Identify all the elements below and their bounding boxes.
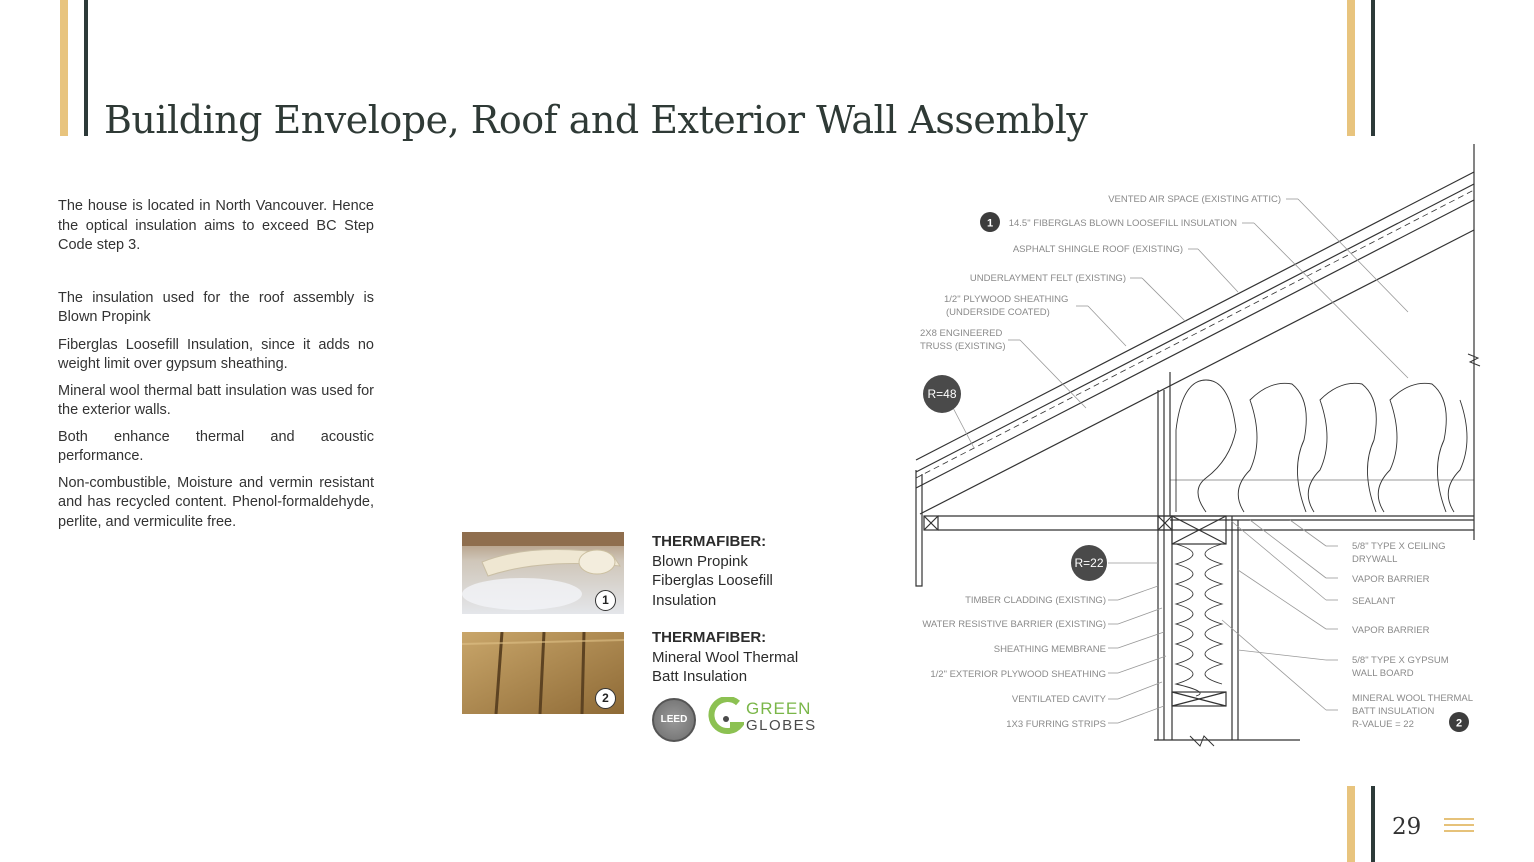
product-description-1 <box>652 532 773 610</box>
label-exterior-plywood: 1/2" EXTERIOR PLYWOOD SHEATHING <box>930 669 1106 680</box>
product-line: Batt Insulation <box>652 668 748 685</box>
product-line: Mineral Wool Thermal <box>652 648 799 666</box>
wall-r-value: R=22 <box>1074 556 1104 570</box>
page-title: Building Envelope, Roof and Exterior Wall Assembly <box>104 98 1088 142</box>
intro-paragraph: The house is located in North Vancouver. Hence the optical insulation aims to exceed BC Step Code step 3. <box>58 198 374 253</box>
roof-marker-number: 1 <box>986 217 994 230</box>
label-ventilated-cavity: VENTILATED CAVITY <box>1011 694 1106 705</box>
intro-text <box>58 197 374 539</box>
label-batt-insulation: BATT INSULATION <box>1352 706 1435 717</box>
intro-paragraph: The insulation used for the roof assembly is Blown Propink <box>58 289 374 325</box>
roof-r-value: R=48 <box>927 387 957 401</box>
intro-paragraph: Both enhance thermal and acoustic performance. <box>58 428 374 464</box>
menu-icon[interactable] <box>1444 818 1474 840</box>
accent-bar-gold-top-right <box>1347 0 1355 136</box>
label-timber-cladding: TIMBER CLADDING (EXISTING) <box>965 595 1106 606</box>
label-sealant: SEALANT <box>1352 596 1396 607</box>
label-vented-air-space: VENTED AIR SPACE (EXISTING ATTIC) <box>1108 194 1281 205</box>
accent-bar-dark-top-left <box>84 0 88 136</box>
label-underlayment-felt: UNDERLAYMENT FELT (EXISTING) <box>969 273 1126 284</box>
menu-icon-line <box>1444 830 1474 832</box>
product-line: Insulation <box>652 591 717 609</box>
product-brand: THERMAFIBER: <box>652 533 767 550</box>
green-globes-logo <box>708 697 818 741</box>
label-plywood-sheathing: 1/2" PLYWOOD SHEATHING <box>944 294 1069 305</box>
label-blown-loosefill: 14.5" FIBERGLAS BLOWN LOOSEFILL INSULATION <box>1008 218 1237 229</box>
accent-bar-dark-bottom-right <box>1371 786 1375 862</box>
green-globes-icon <box>708 697 744 741</box>
accent-bar-gold-bottom-right <box>1347 786 1355 862</box>
label-ceiling-drywall: 5/8" TYPE X CEILING <box>1352 541 1446 552</box>
wall-marker-number: 2 <box>1455 717 1463 730</box>
green-globes-text-1: GREEN <box>746 699 812 718</box>
label-gypsum-wall-board: 5/8" TYPE X GYPSUM <box>1352 655 1449 666</box>
product-description-2 <box>652 628 798 687</box>
mineral-wool-photo <box>462 632 624 714</box>
accent-bar-gold-top-left <box>60 0 68 136</box>
product-number-badge: 1 <box>595 590 616 611</box>
intro-paragraph: Mineral wool thermal batt insulation was used for the exterior walls. <box>58 382 374 418</box>
green-globes-text-2: GLOBES <box>746 717 817 734</box>
label-sheathing-membrane: SHEATHING MEMBRANE <box>993 644 1106 655</box>
label-furring-strips: 1X3 FURRING STRIPS <box>1006 719 1106 730</box>
product-number-badge: 2 <box>595 688 616 709</box>
label-underside-coated: (UNDERSIDE COATED) <box>946 307 1050 318</box>
blown-insulation-photo <box>462 532 624 614</box>
intro-paragraph: Fiberglas Loosefill Insulation, since it adds no weight limit over gypsum sheathing. <box>58 336 374 372</box>
intro-paragraph: Non-combustible, Moisture and vermin resistant and has recycled content. Phenol-formaldehyde, perlite, and vermiculite free. <box>58 474 374 530</box>
leed-logo: LEED <box>652 698 696 742</box>
label-truss-existing: TRUSS (EXISTING) <box>920 341 1006 352</box>
label-wall-board: WALL BOARD <box>1352 668 1414 679</box>
label-engineered-truss: 2X8 ENGINEERED <box>920 328 1003 339</box>
label-drywall: DRYWALL <box>1352 554 1398 565</box>
label-vapor-barrier-wall: VAPOR BARRIER <box>1352 625 1430 636</box>
product-line: Blown Propink <box>652 552 748 570</box>
wall-roof-section-drawing <box>900 140 1490 750</box>
product-brand: THERMAFIBER: <box>652 629 767 646</box>
label-water-resistive-barrier: WATER RESISTIVE BARRIER (EXISTING) <box>922 619 1106 630</box>
menu-icon-line <box>1444 824 1474 826</box>
label-mineral-wool: MINERAL WOOL THERMAL <box>1352 693 1474 704</box>
menu-icon-line <box>1444 818 1474 820</box>
label-asphalt-shingle: ASPHALT SHINGLE ROOF (EXISTING) <box>1012 244 1183 255</box>
label-r-value-22: R-VALUE = 22 <box>1352 719 1414 730</box>
product-line: Fiberglas Loosefill <box>652 572 773 589</box>
label-vapor-barrier-ceiling: VAPOR BARRIER <box>1352 574 1430 585</box>
accent-bar-dark-top-right <box>1371 0 1375 136</box>
page-number: 29 <box>1392 814 1422 840</box>
